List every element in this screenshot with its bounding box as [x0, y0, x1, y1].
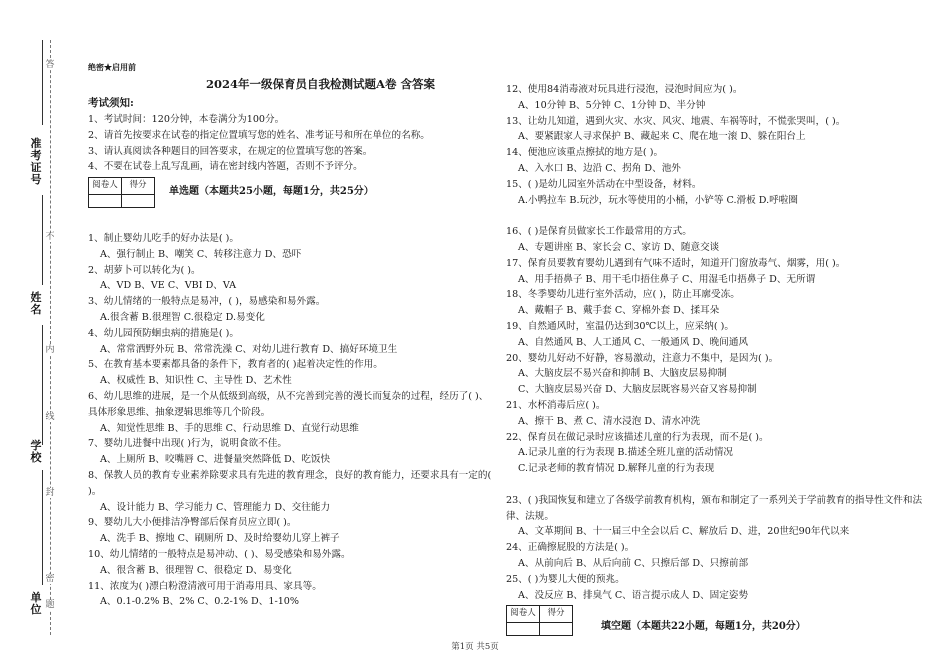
score-cell: 得分	[122, 177, 155, 194]
answer-options: A、知觉性思维 B、手的思维 C、行动思维 D、直觉行动思维	[100, 422, 359, 434]
question-stem: 8、保教人员的教育专业素养除要求具有先进的教育理念，良好的教育能力，还要求具有一定的( )。	[88, 469, 492, 497]
question-stem: 16、( )是保育员做家长工作最常用的方式。	[506, 226, 692, 238]
question-stem: 6、幼儿思维的进展，是一个从低级到高级，从不完善到完善的漫长而复杂的过程，经历了( )、具体形象思维、抽象逻辑思维等几个阶段。	[88, 390, 489, 418]
question-stem: 13、让幼儿知道，遇到火灾、水灾、风灾、地震、车祸等时，不慌张哭叫，( )。	[506, 115, 846, 127]
answer-options: A.很含蓄 B.很理智 C.很稳定 D.易变化	[100, 311, 265, 323]
unit-underline	[42, 470, 43, 585]
cut-mark: 内	[45, 345, 55, 355]
question-stem: 11、浓度为( )漂白粉澄清液可用于消毒用具、家具等。	[88, 580, 322, 592]
answer-options: A、0.1-0.2% B、2% C、0.2-1% D、1-10%	[100, 596, 300, 608]
answer-options: A、洗手 B、擦地 C、刷厕所 D、及时给婴幼儿穿上裤子	[100, 533, 340, 545]
question-stem: 4、幼儿园预防蛔虫病的措施是( )。	[88, 327, 239, 339]
answer-options: A、10分钟 B、5分钟 C、1分钟 D、半分钟	[518, 99, 706, 111]
answer-options: A、常常洒野外玩 B、常常洗澡 C、对幼儿进行教育 D、搞好环境卫生	[100, 343, 398, 355]
left-column	[88, 0, 493, 610]
answer-options: A、设计能力 B、学习能力 C、管理能力 D、交往能力	[100, 501, 331, 513]
label-unit: 单位	[30, 591, 42, 616]
cut-mark: 不	[45, 232, 55, 242]
answer-options: A、自然通风 B、人工通风 C、一般通风 D、晚间通风	[518, 336, 749, 348]
cut-mark: 密	[45, 574, 55, 584]
question-stem: 3、幼儿情绪的一般特点是易冲，( )，易感染和易外露。	[88, 296, 326, 308]
question-stem: 18、冬季婴幼儿进行室外活动，应( )，防止耳廓受冻。	[506, 289, 740, 301]
question-stem: 10、幼儿情绪的一般特点是易冲动、( )、易受感染和易外露。	[88, 548, 351, 560]
binding-margin	[0, 0, 60, 671]
question-stem: 15、( )是幼儿园室外活动在中型设备，材料。	[506, 178, 702, 190]
question-stem: 25、( )为婴儿大便的预兆。	[506, 573, 625, 585]
question-stem: 17、保育员要教育婴幼儿遇到有气味不适时，知道开门窗放毒气、烟雾，用( )。	[506, 257, 846, 269]
answer-options: A、擦干 B、煮 C、清水浸泡 D、清水冲洗	[518, 415, 701, 427]
question-stem: 24、正确擦屁股的方法是( )。	[506, 542, 635, 554]
right-column	[506, 82, 926, 637]
seal-dashed-line	[50, 40, 51, 635]
score-blank[interactable]	[122, 194, 155, 207]
reviewer-blank[interactable]	[89, 194, 122, 207]
answer-options: A、权威性 B、知识性 C、主导性 D、艺术性	[100, 375, 292, 387]
name-underline	[42, 195, 43, 285]
question-stem: 1、制止婴幼儿吃手的好办法是( )。	[88, 232, 239, 244]
section-title-single-choice: 单选题（本题共25小题，每题1分，共25分）	[169, 186, 374, 198]
score-blank[interactable]	[540, 622, 573, 635]
question-stem: 21、水杯消毒后应( )。	[506, 399, 606, 411]
answer-options: A、没反应 B、排臭气 C、语言提示成人 D、固定姿势	[518, 589, 749, 601]
page-title: 2024年一级保育员自我检测试题A卷 含答案	[206, 77, 435, 91]
question-stem: 19、自然通风时，室温仍达到30℃以上，应采纳( )。	[506, 320, 734, 332]
label-name: 姓名	[30, 291, 42, 316]
score-cell: 得分	[540, 605, 573, 622]
question-stem: 9、婴幼儿大小便排洁净臀部后保育员应立即( )。	[88, 517, 297, 529]
score-box	[88, 177, 155, 208]
question-list-right-bottom	[506, 224, 926, 603]
fill-blank-section-header	[506, 603, 926, 637]
answer-options: A、入水口 B、边沿 C、拐角 D、池外	[518, 162, 681, 174]
answer-options: A、强行制止 B、嘲笑 C、转移注意力 D、恐吓	[100, 248, 302, 260]
school-underline	[42, 325, 43, 445]
answer-options: C、大脑皮层易兴奋 D、大脑皮层既容易兴奋又容易抑制	[518, 384, 757, 396]
question-stem: 7、婴幼儿进餐中出现( )行为，说明食欲不佳。	[88, 438, 287, 450]
single-choice-section-header	[88, 175, 493, 209]
answer-options: A、文革期间 B、十一届三中全会以后 C、解放后 D、进，20世纪90年代以来	[518, 526, 850, 538]
cut-mark: 线	[45, 412, 55, 422]
section-title-fill-blank: 填空题（本题共22小题，每题1分，共20分）	[601, 621, 806, 633]
notice-heading: 考试须知:	[88, 97, 134, 109]
spacer	[88, 209, 493, 225]
answer-options: A.记录儿童的行为表现 B.描述全班儿童的活动情况	[518, 447, 734, 459]
notice-item: 3、请认真阅读各种题目的回答要求，在规定的位置填写您的答案。	[88, 145, 373, 157]
label-exam-number: 准考证号	[30, 137, 42, 186]
reviewer-cell: 阅卷人	[89, 177, 122, 194]
label-school: 学校	[30, 439, 42, 464]
question-list-right-top	[506, 82, 926, 208]
secret-marking: 绝密★启用前	[88, 62, 136, 72]
notice-item: 1、考试时间：120分钟，本卷满分为100分。	[88, 114, 285, 125]
score-box	[506, 605, 573, 636]
spacer	[506, 477, 926, 493]
answer-options: A、很含蓄 B、很理智 C、很稳定 D、易变化	[100, 564, 292, 576]
answer-options: C.记录老师的教育情况 D.解释儿童的行为表现	[518, 463, 715, 475]
question-stem: 23、( )我国恢复和建立了各级学前教育机构，颁布和制定了一系列关于学前教育的指导性文件和法律、法规。	[506, 494, 923, 522]
notice-item: 4、不要在试卷上乱写乱画，请在密封线内答题，否则不予评分。	[88, 161, 363, 173]
answer-options: A、专题讲座 B、家长会 C、家访 D、随意交谈	[518, 241, 720, 253]
question-stem: 14、便池应该重点擦拭的地方是( )。	[506, 147, 664, 159]
exam-number-underline	[42, 40, 43, 125]
answer-options: A、用手捂鼻子 B、用干毛巾捂住鼻子 C、用湿毛巾捂鼻子 D、无所谓	[518, 273, 816, 285]
cut-mark: 题	[45, 600, 55, 610]
page-footer: 第1页 共5页	[451, 642, 499, 652]
question-list-left	[88, 231, 493, 610]
cut-mark: 答	[45, 60, 55, 70]
spacer	[506, 208, 926, 224]
reviewer-blank[interactable]	[507, 622, 540, 635]
answer-options: A、要紧跟家人寻求保护 B、藏起来 C、爬在地一滚 D、躲在阳台上	[518, 131, 806, 143]
reviewer-cell: 阅卷人	[507, 605, 540, 622]
cut-mark: 封	[45, 488, 55, 498]
question-stem: 5、在教育基本要素都具备的条件下，教育者的( )起着决定性的作用。	[88, 359, 383, 371]
answer-options: A、大脑皮层不易兴奋和抑制 B、大脑皮层易抑制	[518, 368, 727, 380]
notice-item: 2、请首先按要求在试卷的指定位置填写您的姓名、准考证号和所在单位的名称。	[88, 129, 430, 141]
question-stem: 22、保育员在做记录时应该描述儿童的行为表现，而不是( )。	[506, 431, 769, 443]
question-stem: 12、使用84消毒液对玩具进行浸泡，浸泡时间应为( )。	[506, 84, 743, 95]
question-stem: 2、胡萝卜可以转化为( )。	[88, 264, 201, 276]
answer-options: A、上厕所 B、咬嘴唇 C、进餐量突然降低 D、吃饭快	[100, 454, 331, 466]
answer-options: A、VD B、VE C、VBI D、VA	[100, 280, 237, 292]
answer-options: A.小鸭拉车 B.玩沙，玩水等使用的小桶，小铲等 C.滑板 D.呼啦圈	[518, 194, 798, 206]
question-stem: 20、婴幼儿好动不好静，容易激动，注意力不集中，是因为( )。	[506, 352, 779, 364]
answer-options: A、从前向后 B、从后向前 C、只擦后部 D、只擦前部	[518, 557, 749, 569]
answer-options: A、戴帽子 B、戴手套 C、穿棉外套 D、揉耳朵	[518, 305, 720, 317]
